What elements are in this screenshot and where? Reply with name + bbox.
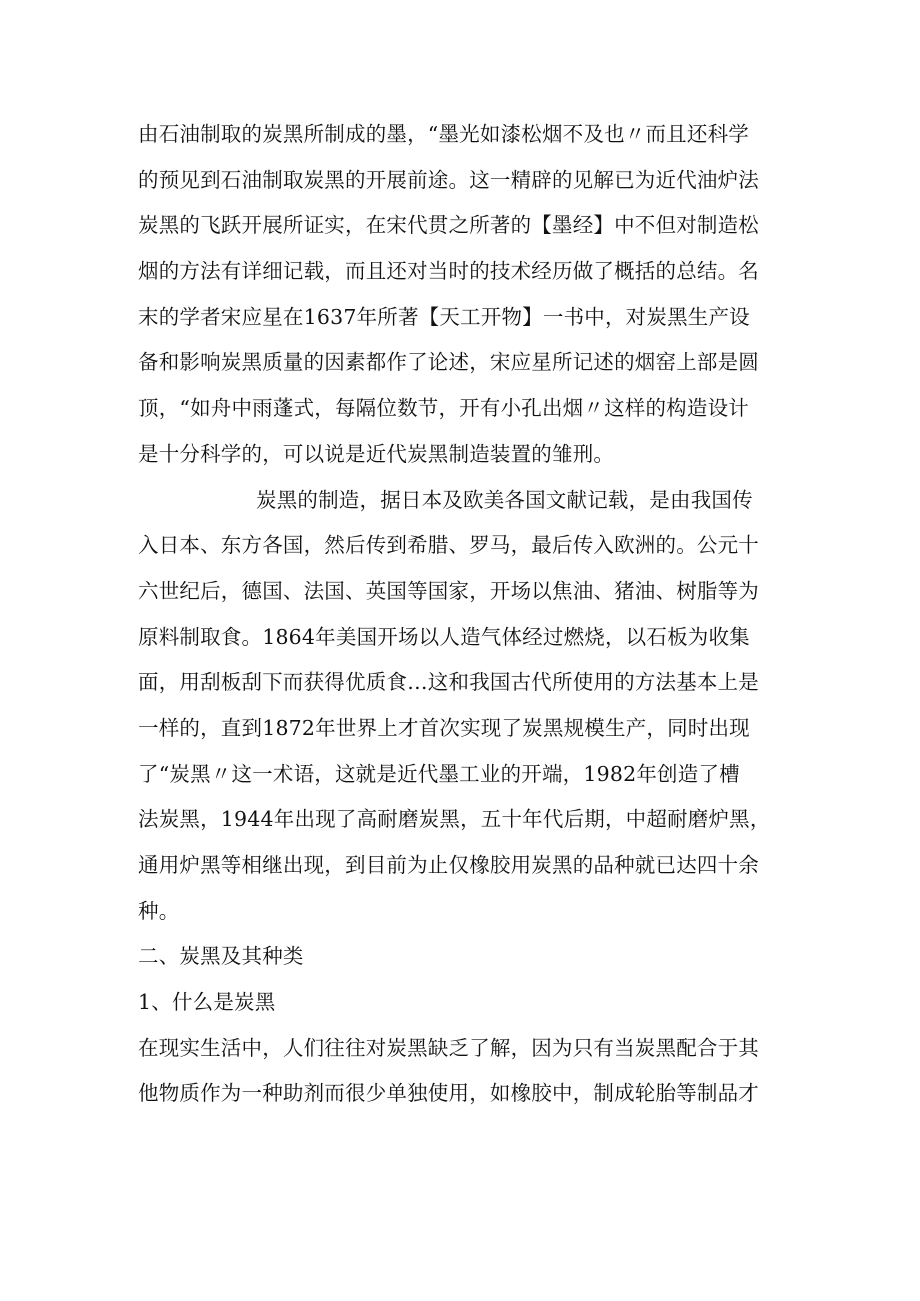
text-line: 一样的，直到1872年世界上才首次实现了炭黑规模生产，同时出现 — [138, 715, 750, 740]
text-line: 了“炭黑〃这一术语，这就是近代墨工业的开端，1982年创造了槽 — [138, 761, 740, 786]
text-line: 在现实生活中，人们往往对炭黑缺乏了解，因为只有当炭黑配合于其 — [138, 1035, 759, 1060]
text-line: 面，用刮板刮下而获得优质食…这和我国古代所使用的方法基本上是 — [138, 670, 759, 695]
text-line: 种。 — [138, 898, 180, 923]
text-line: 烟的方法有详细记载，而且还对当时的技术经历做了概括的总结。名 — [138, 259, 759, 284]
text-line: 炭黑的飞跃开展所证实，在宋代贯之所著的【墨经】中不但对制造松 — [138, 213, 759, 238]
text-line: 通用炉黑等相继出现，到目前为止仅橡胶用炭黑的品种就已达四十余 — [138, 853, 759, 877]
paragraph-start-line: 炭黑的制造，据日本及欧美各国文献记载，是由我国传 — [256, 487, 753, 512]
subsection-heading: 1、什么是炭黑 — [138, 990, 276, 1015]
text-line: 六世纪后，德国、法国、英国等国家，开场以焦油、猪油、树脂等为 — [138, 578, 759, 603]
text-line: 法炭黑，1944年出现了高耐磨炭黑，五十年代后期，中超耐磨炉黑， — [138, 807, 771, 832]
text-line: 由石油制取的炭黑所制成的墨，“墨光如漆松烟不及也〃而且还科学 — [138, 122, 749, 146]
text-line: 原料制取食。1864年美国开场以人造气体经过燃烧，以石板为收集 — [138, 624, 750, 649]
text-line: 是十分科学的，可以说是近代炭黑制造装置的雏刑。 — [138, 441, 615, 466]
document-body — [138, 112, 798, 1117]
text-line: 他物质作为一种助剂而很少单独使用，如橡胶中，制成轮胎等制品才 — [138, 1081, 759, 1106]
text-line: 末的学者宋应星在1637年所著【天工开物】一书中，对炭黑生产设 — [138, 304, 750, 329]
text-line: 的预见到石油制取炭黑的开展前途。这一精辟的见解已为近代油炉法 — [138, 167, 759, 192]
text-line: 备和影响炭黑质量的因素都作了论述，宋应星所记述的烟窑上部是圆 — [138, 350, 759, 375]
text-line: 入日本、东方各国，然后传到希腊、罗马，最后传入欧洲的。公元十 — [138, 533, 759, 558]
text-line: 顶，“如舟中雨蓬式，每隔位数节，开有小孔出烟〃这样的构造设计 — [138, 396, 749, 421]
section-heading: 二、炭黑及其种类 — [138, 944, 304, 969]
